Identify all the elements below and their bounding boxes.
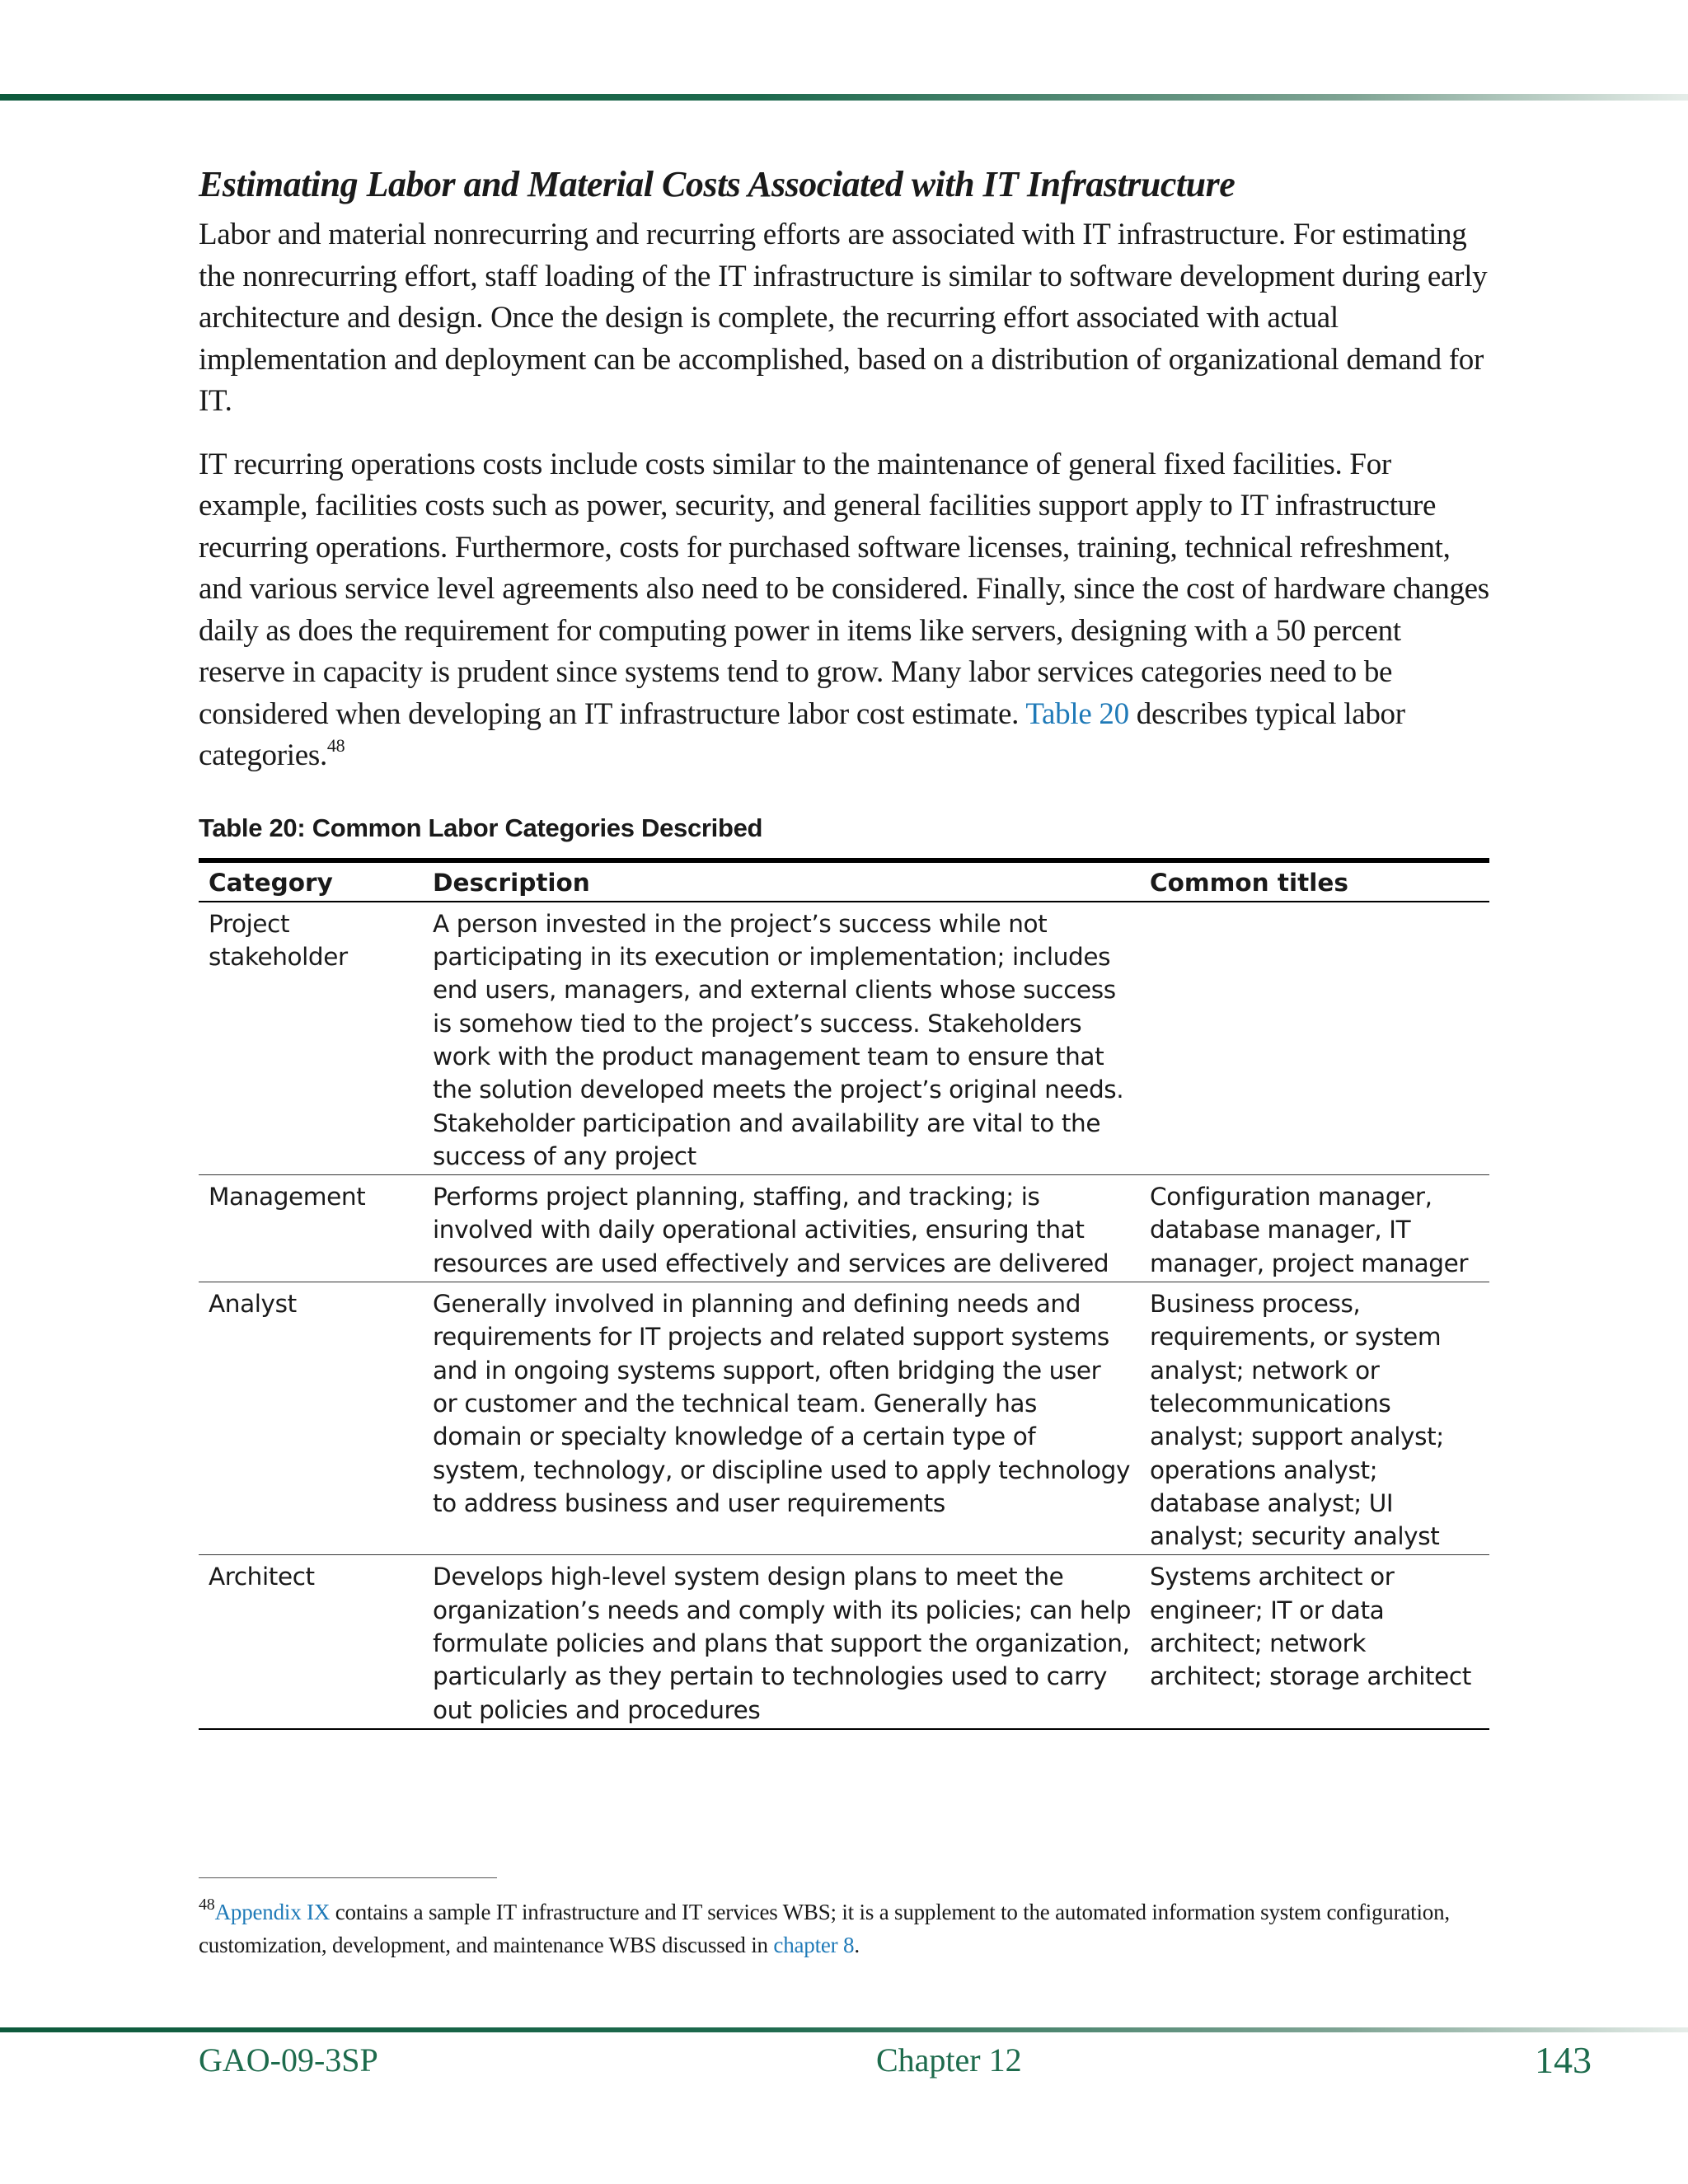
cell-common-titles: Configuration manager, database manager, IT manager, project manager <box>1140 1175 1489 1282</box>
footnote-number: 48 <box>199 1896 215 1914</box>
cell-category: Management <box>199 1175 423 1282</box>
footnote-period: . <box>854 1933 860 1957</box>
footnote-divider <box>199 1877 497 1878</box>
table-row <box>199 1282 1489 1555</box>
table-row <box>199 1555 1489 1729</box>
table-caption: Table 20: Common Labor Categories Described <box>199 813 763 842</box>
appendix-ix-link[interactable]: Appendix IX <box>214 1900 331 1924</box>
cell-description: A person invested in the project’s success while not participating in its execution or implementation; includes end users, managers, and external clients whose success is somehow tied to the project’s success. Stakeholders work with the product management team to ensure that the solution developed meets the project’s original needs. Stakeholder participation and availability are vital to the success of any project <box>423 902 1140 1175</box>
table-row <box>199 902 1489 1175</box>
footer-chapter: Chapter 12 <box>876 2041 1022 2079</box>
cell-description: Performs project planning, staffing, and tracking; is involved with daily operational activities, ensuring that resources are used effectively and services are delivered <box>423 1175 1140 1282</box>
page-content <box>199 162 1489 1730</box>
chapter-8-link[interactable]: chapter 8 <box>773 1933 855 1957</box>
section-heading: Estimating Labor and Material Costs Associated with IT Infrastructure <box>199 164 1236 204</box>
paragraph-2-text: IT recurring operations costs include costs similar to the maintenance of general fixed facilities. For example, facilities costs such as power, security, and general facilities support apply to IT infrastructure recurring operations. Furthermore, costs for purchased software licenses, training, technical refreshment, and various service level agreements also need to be considered. Finally, since the cost of hardware changes daily as does the requirement for computing power in items like servers, designing with a 50 percent reserve in capacity is prudent since systems tend to grow. Many labor services categories need to be considered when developing an IT infrastructure labor cost estimate. <box>199 447 1489 731</box>
cell-common-titles <box>1140 902 1489 1175</box>
table-20-link[interactable]: Table 20 <box>1025 696 1129 731</box>
table-row <box>199 1175 1489 1282</box>
header-rule <box>0 94 1688 101</box>
cell-common-titles: Business process, requirements, or system analyst; network or telecommunications analyst; support analyst; operations analyst; database analyst; UI analyst; security analyst <box>1140 1282 1489 1555</box>
paragraph-2-text-end: describes typical labor categories. <box>199 696 1405 772</box>
paragraph-1: Labor and material nonrecurring and recurring efforts are associated with IT infrastructure. For estimating the nonrecurring effort, staff loading of the IT infrastructure is similar to software development during early architecture and design. Once the design is complete, the recurring effort associated with actual implementation and deployment can be accomplished, based on a distribution of organizational demand for IT. <box>199 218 1488 418</box>
header-category: Category <box>199 860 423 902</box>
cell-description: Generally involved in planning and defining needs and requirements for IT projects and related support systems and in ongoing systems support, often bridging the user or customer and the technical team. Generally has domain or specialty knowledge of a certain type of system, technology, or discipline used to apply technology to address business and user requirements <box>423 1282 1140 1555</box>
cell-category: Project stakeholder <box>199 902 423 1175</box>
footnote-text: contains a sample IT infrastructure and IT services WBS; it is a supplement to the automated information system configuration, customization, development, and maintenance WBS discussed in <box>199 1900 1450 1957</box>
table-header-row <box>199 860 1489 902</box>
labor-categories-table <box>199 858 1489 1730</box>
footer-doc-id: GAO-09-3SP <box>199 2041 378 2079</box>
cell-category: Analyst <box>199 1282 423 1555</box>
header-common-titles: Common titles <box>1140 860 1489 902</box>
page-number: 143 <box>1535 2039 1592 2081</box>
footnote-48 <box>199 1896 1489 1961</box>
cell-description: Develops high-level system design plans to meet the organization’s needs and comply with its policies; can help formulate policies and plans that support the organization, particularly as they pertain to technologies used to carry out policies and procedures <box>433 1563 1132 1724</box>
footer-rule <box>0 2027 1688 2032</box>
header-description: Description <box>423 860 1140 902</box>
cell-common-titles: Systems architect or engineer; IT or data architect; network architect; storage architect <box>1150 1563 1471 1691</box>
footnote-ref-48[interactable]: 48 <box>326 735 345 756</box>
cell-category: Architect <box>209 1563 315 1591</box>
paragraph-2 <box>199 444 1489 777</box>
